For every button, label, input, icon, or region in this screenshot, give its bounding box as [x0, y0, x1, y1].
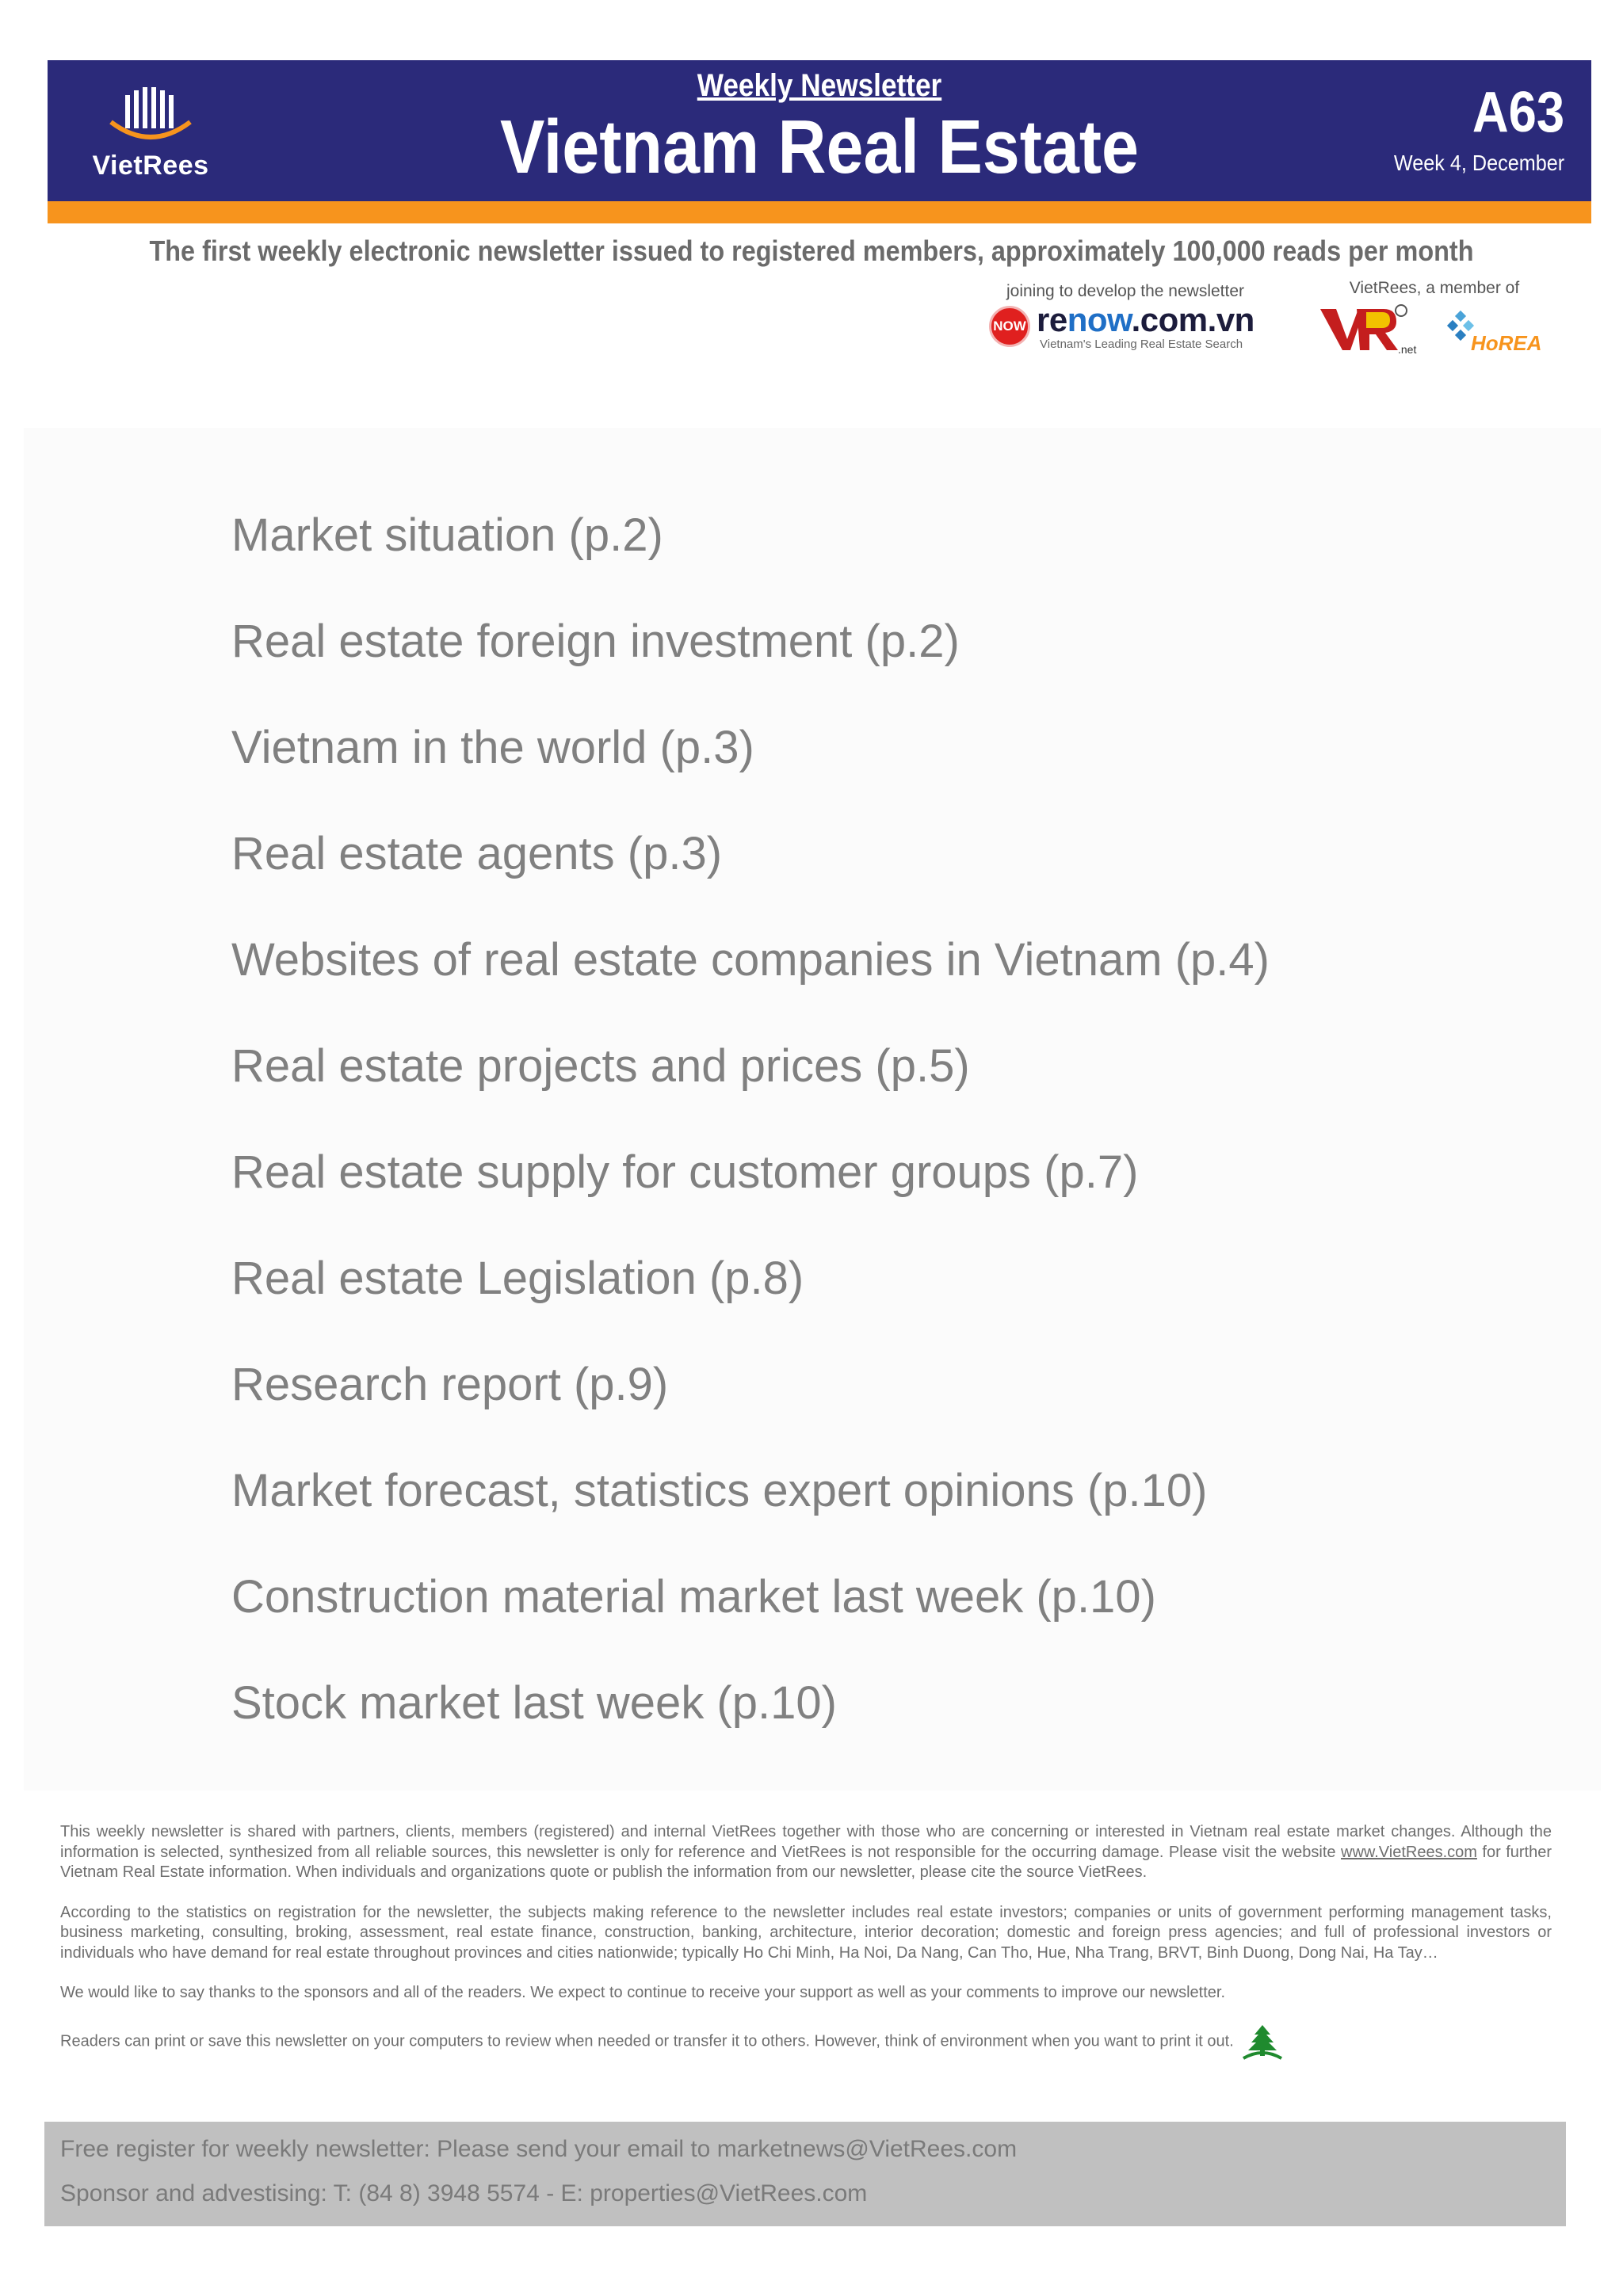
disclaimer-paragraph: We would like to say thanks to the sponsors and all of the readers. We expect to continue to receive your support as well as your comments to improve our newsletter.	[60, 1984, 1225, 2001]
vr-emblem-icon	[1319, 301, 1417, 357]
issue-number: A63	[1472, 81, 1564, 144]
footer-contact-box	[44, 2122, 1566, 2226]
newsletter-kicker: Weekly Newsletter	[697, 68, 942, 103]
vr-suffix: .net	[1398, 343, 1417, 356]
newsletter-header	[48, 60, 1591, 201]
partner-label: joining to develop the newsletter	[1006, 282, 1245, 300]
header-accent-bar	[48, 201, 1591, 223]
footer-sponsor: Sponsor and advestising: T: (84 8) 3948 5574 - E: properties@VietRees.com	[60, 2180, 868, 2206]
toc-item[interactable]: Research report (p.9)	[231, 1359, 669, 1410]
vr-logo[interactable]	[1319, 301, 1417, 357]
toc-item[interactable]: Websites of real estate companies in Vietnam (p.4)	[231, 934, 1270, 986]
disclaimer	[60, 1822, 1552, 2080]
disclaimer-text: for further Vietnam Real Estate information. When individuals and organizations quote or publish the information from our newsletter, please cite the source VietRees.	[60, 1843, 1552, 1881]
toc-item[interactable]: Real estate projects and prices (p.5)	[231, 1040, 970, 1092]
renow-badge: NOW	[989, 306, 1030, 347]
renow-name-a: re	[1037, 301, 1067, 338]
toc-item[interactable]: Vietnam in the world (p.3)	[231, 722, 754, 773]
toc-item[interactable]: Real estate agents (p.3)	[231, 828, 723, 879]
renow-name-c: .com.vn	[1131, 301, 1254, 338]
toc-item[interactable]: Market situation (p.2)	[231, 509, 663, 561]
website-link[interactable]: www.VietRees.com	[1341, 1843, 1477, 1861]
disclaimer-paragraph	[60, 1822, 1552, 1883]
table-of-contents	[231, 507, 1270, 1781]
eco-tree-icon	[1242, 2023, 1283, 2060]
renow-subtitle: Vietnam's Leading Real Estate Search	[1040, 338, 1243, 351]
horea-logo[interactable]	[1447, 311, 1542, 357]
renow-name	[1037, 301, 1254, 339]
toc-item[interactable]: Real estate foreign investment (p.2)	[231, 616, 960, 667]
toc-item[interactable]: Real estate supply for customer groups (p.7)	[231, 1146, 1139, 1198]
toc-item[interactable]: Real estate Legislation (p.8)	[231, 1253, 804, 1304]
horea-text: HoREA	[1471, 331, 1542, 355]
disclaimer-text: This weekly newsletter is shared with partners, clients, members (registered) and internal VietRees together with those who are concerning or interested in Vietnam real estate market changes. Although the information is selected, synthesized from all reliable sources, this newsletter is only for reference and VietRees is not responsible for the occurring damage. Please visit the website	[60, 1823, 1552, 1861]
member-label: VietRees, a member of	[1349, 279, 1520, 297]
tagline: The first weekly electronic newsletter issued to registered members, approximately 100,000 reads per month	[149, 235, 1474, 267]
disclaimer-text: Readers can print or save this newsletter on your computers to review when needed or transfer it to others. However, think of environment when you want to print it out.	[60, 2031, 1234, 2050]
disclaimer-paragraph	[60, 2023, 1552, 2060]
disclaimer-paragraph: According to the statistics on registration for the newsletter, the subjects making reference to the newsletter includes real estate investors; companies or units of government performing management tasks, business marketing, consulting, broking, assessment, real estate finance, construction, banking, architecture, interior decoration; domestic and foreign press agencies; and full of professional investors or individuals who have demand for real estate throughout provinces and cities nationwide; typically Ho Chi Minh, Ha Noi, Da Nang, Can Tho, Hue, Nha Trang, BRVT, Binh Duong, Dong Nai, Ha Tay…	[60, 1903, 1552, 1962]
newsletter-title: Vietnam Real Estate	[499, 105, 1140, 189]
renow-name-b: now	[1067, 301, 1132, 338]
toc-item[interactable]: Market forecast, statistics expert opinions (p.10)	[231, 1465, 1208, 1516]
toc-item[interactable]: Stock market last week (p.10)	[231, 1677, 837, 1729]
renow-logo[interactable]	[989, 301, 1254, 351]
footer-register: Free register for weekly newsletter: Please send your email to marketnews@VietRees.com	[60, 2136, 1018, 2162]
issue-week: Week 4, December	[1393, 151, 1564, 175]
logo-text: VietRees	[92, 151, 209, 181]
toc-item[interactable]: Construction material market last week (p.10)	[231, 1571, 1156, 1623]
